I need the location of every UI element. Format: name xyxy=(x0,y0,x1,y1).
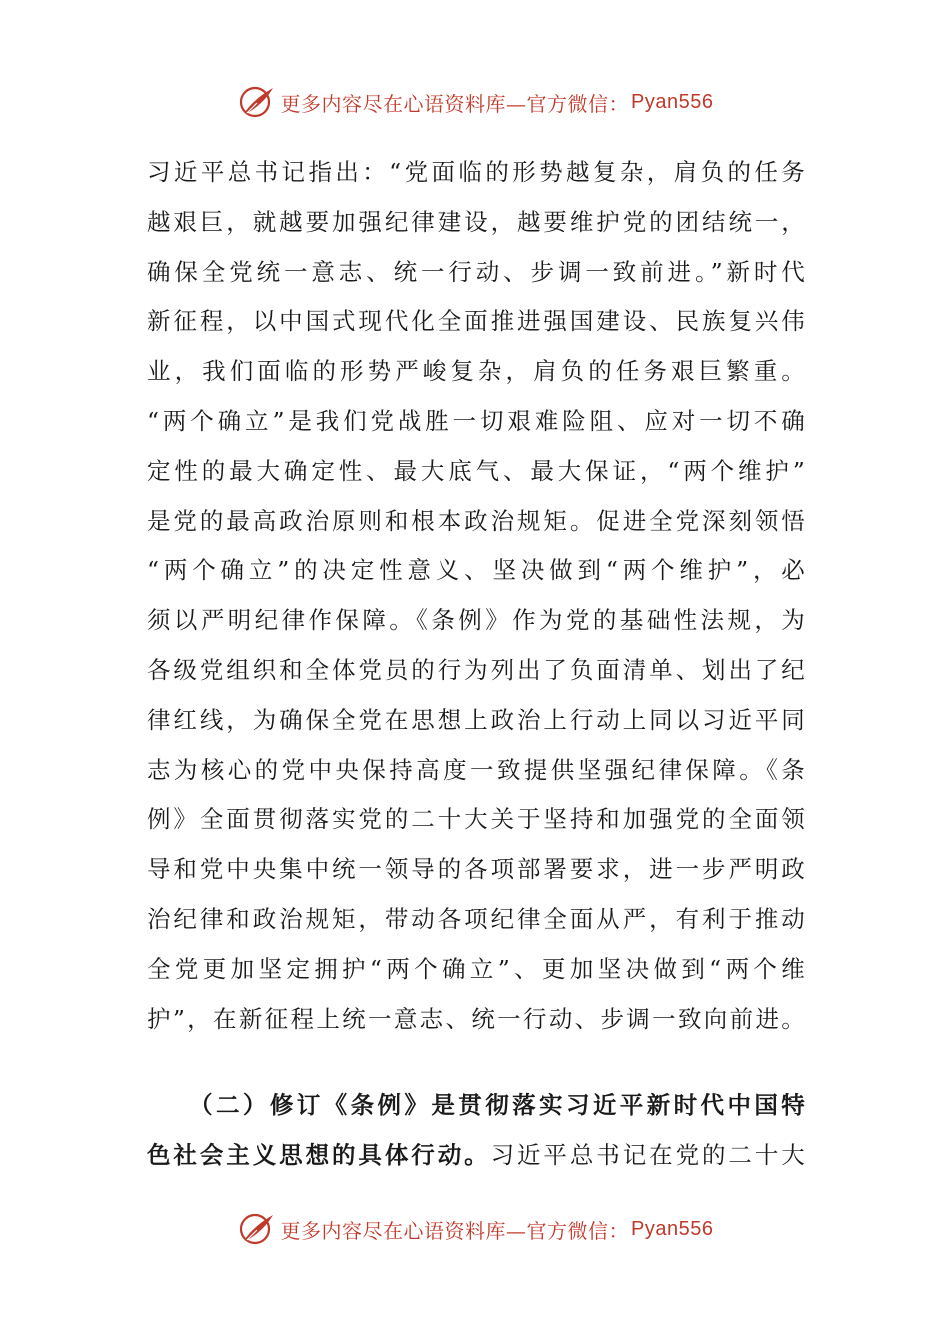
text-line: 例》全面贯彻落实党的二十大关于坚持和加强党的全面领 xyxy=(147,805,807,834)
paragraph-1 xyxy=(147,148,807,1044)
text-line: 确保全党统一意志、统一行动、步调一致前进。”新时代 xyxy=(147,257,807,286)
body-text: 习近平总书记在党的二十大 xyxy=(490,1141,807,1170)
text-line: 定性的最大确定性、最大底气、最大保证，“两个维护” xyxy=(147,456,807,485)
text-line: 是党的最高政治原则和根本政治规矩。促进全党深刻领悟 xyxy=(147,506,807,535)
quill-logo-icon xyxy=(237,1209,277,1249)
text-line: 全党更加坚定拥护“两个确立”、更加坚决做到“两个维 xyxy=(147,954,807,983)
text-line: 治纪律和政治规矩，带动各项纪律全面从严，有利于推动 xyxy=(147,904,807,933)
text-line: 律红线，为确保全党在思想上政治上行动上同以习近平同 xyxy=(147,705,807,734)
watermark-id: Pyan556 xyxy=(631,90,714,113)
quill-logo-icon xyxy=(237,82,277,122)
text-line xyxy=(147,1131,807,1181)
section-heading-continuation: 色社会主义思想的具体行动。 xyxy=(147,1141,491,1170)
text-line: 护”，在新征程上统一意志、统一行动、步调一致向前进。 xyxy=(147,1004,807,1033)
text-line: 业，我们面临的形势严峻复杂，肩负的任务艰巨繁重。 xyxy=(147,357,807,386)
watermark-text: 更多内容尽在心语资料库—官方微信： xyxy=(280,1218,630,1243)
text-line: 新征程，以中国式现代化全面推进强国建设、民族复兴伟 xyxy=(147,307,807,336)
text-line: 习近平总书记指出：“党面临的形势越复杂，肩负的任务 xyxy=(147,158,807,186)
text-line: “两个确立”的决定性意义、坚决做到“两个维护”，必 xyxy=(147,556,807,585)
paragraph-2 xyxy=(147,1081,807,1181)
watermark-footer xyxy=(0,1209,950,1249)
text-line: 志为核心的党中央保持高度一致提供坚强纪律保障。《条 xyxy=(147,755,807,784)
document-body xyxy=(147,148,807,1181)
watermark-id: Pyan556 xyxy=(631,1217,714,1240)
watermark-text: 更多内容尽在心语资料库—官方微信： xyxy=(280,91,630,116)
text-line: “两个确立”是我们党战胜一切艰难险阻、应对一切不确 xyxy=(147,406,807,435)
text-line: 导和党中央集中统一领导的各项部署要求，进一步严明政 xyxy=(147,855,807,884)
section-heading-line: （二）修订《条例》是贯彻落实习近平新时代中国特 xyxy=(147,1091,807,1120)
watermark-header xyxy=(0,82,950,122)
text-line: 越艰巨，就越要加强纪律建设，越要维护党的团结统一， xyxy=(147,207,807,236)
text-line: 各级党组织和全体党员的行为列出了负面清单、划出了纪 xyxy=(147,655,807,684)
text-line: 须以严明纪律作保障。《条例》作为党的基础性法规，为 xyxy=(147,606,807,635)
